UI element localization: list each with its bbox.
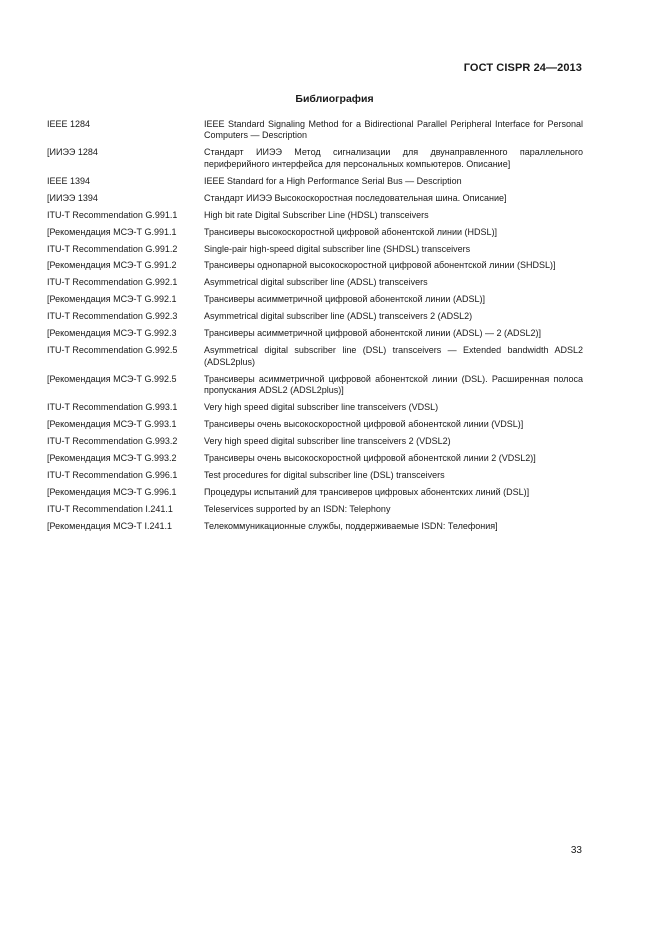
bibliography-entry <box>47 119 583 142</box>
entry-description: Трансиверы асимметричной цифровой абонентской линии (ADSL)] <box>204 294 485 305</box>
entry-reference: ITU-T Recommendation I.241.1 <box>47 503 173 514</box>
bibliography-entry <box>47 487 583 498</box>
bibliography-list <box>47 119 583 538</box>
entry-reference: ITU-T Recommendation G.992.5 <box>47 345 178 356</box>
bibliography-entry <box>47 277 583 288</box>
entry-reference: [Рекомендация МСЭ-Т G.991.2 <box>47 260 177 271</box>
entry-description: Teleservices supported by an ISDN: Telephony <box>204 503 391 514</box>
entry-description: Трансиверы асимметричной цифровой абонентской линии (DSL). Расширенная полоса пропускания ADSL2 (ADSL2plus)] <box>204 373 583 396</box>
bibliography-entry <box>47 294 583 305</box>
entry-description: Asymmetrical digital subscriber line (ADSL) transceivers 2 (ADSL2) <box>204 311 473 322</box>
entry-reference: ITU-T Recommendation G.991.2 <box>47 243 178 254</box>
entry-description: Very high speed digital subscriber line transceivers 2 (VDSL2) <box>204 435 451 446</box>
bibliography-entry <box>47 311 583 322</box>
entry-description: Трансиверы асимметричной цифровой абонентской линии (ADSL) — 2 (ADSL2)] <box>204 328 541 339</box>
bibliography-entry <box>47 328 583 339</box>
entry-description: Asymmetrical digital subscriber line (DSL) transceivers — Extended bandwidth ADSL2 (ADSL2plus) <box>204 345 583 367</box>
entry-description: Трансиверы очень высокоскоростной цифровой абонентской линии (VDSL)] <box>204 418 524 429</box>
entry-reference: ITU-T Recommendation G.996.1 <box>47 469 178 480</box>
entry-description: Стандарт ИИЭЭ Высокоскоростная последовательная шина. Описание] <box>204 192 507 203</box>
page-number: 33 <box>570 845 582 856</box>
entry-description: Стандарт ИИЭЭ Метод сигнализации для двунаправленного параллельного периферийного интерфейса для персональных компьютеров. Описание] <box>204 147 583 169</box>
entry-reference: [ИИЭЭ 1284 <box>47 147 98 158</box>
bibliography-entry <box>47 210 583 221</box>
entry-description: Test procedures for digital subscriber line (DSL) transceivers <box>204 469 445 480</box>
bibliography-entry <box>47 521 583 532</box>
entry-description: Трансиверы однопарной высокоскоростной цифровой абонентской линии (SHDSL)] <box>204 260 556 271</box>
bibliography-entry <box>47 176 583 187</box>
entry-description: IEEE Standard for a High Performance Serial Bus — Description <box>204 175 462 186</box>
entry-reference: [Рекомендация МСЭ-Т G.992.5 <box>47 373 177 384</box>
entry-reference: IEEE 1284 <box>47 119 91 129</box>
bibliography-entry <box>47 453 583 464</box>
entry-description: Телекоммуникационные службы, поддерживаемые ISDN: Телефония] <box>204 520 498 531</box>
entry-reference: ITU-T Recommendation G.991.1 <box>47 209 178 220</box>
page-title: Библиография <box>295 93 374 105</box>
bibliography-entry <box>47 260 583 271</box>
entry-reference: [Рекомендация МСЭ-Т I.241.1 <box>47 520 173 531</box>
entry-description: Трансиверы высокоскоростной цифровой абонентской линии (HDSL)] <box>204 226 498 237</box>
entry-reference: [Рекомендация МСЭ-Т G.993.2 <box>47 452 177 463</box>
entry-reference: [Рекомендация МСЭ-Т G.993.1 <box>47 418 177 429</box>
entry-reference: [Рекомендация МСЭ-Т G.996.1 <box>47 486 177 497</box>
bibliography-entry <box>47 436 583 447</box>
bibliography-entry <box>47 504 583 515</box>
bibliography-entry <box>47 345 583 368</box>
entry-description: Трансиверы очень высокоскоростной цифровой абонентской линии 2 (VDSL2)] <box>204 452 536 463</box>
entry-description: Asymmetrical digital subscriber line (ADSL) transceivers <box>204 277 428 288</box>
entry-reference: ITU-T Recommendation G.993.1 <box>47 401 178 412</box>
bibliography-entry <box>47 419 583 430</box>
entry-description: Very high speed digital subscriber line transceivers (VDSL) <box>204 401 439 412</box>
entry-reference: [Рекомендация МСЭ-Т G.992.3 <box>47 328 177 339</box>
bibliography-entry <box>47 470 583 481</box>
bibliography-entry <box>47 402 583 413</box>
entry-reference: IEEE 1394 <box>47 175 91 186</box>
entry-reference: ITU-T Recommendation G.992.1 <box>47 277 178 288</box>
entry-reference: ITU-T Recommendation G.993.2 <box>47 435 178 446</box>
bibliography-entry <box>47 193 583 204</box>
entry-description: Процедуры испытаний для трансиверов цифровых абонентских линий (DSL)] <box>204 486 530 497</box>
bibliography-entry <box>47 244 583 255</box>
entry-reference: [Рекомендация МСЭ-Т G.991.1 <box>47 226 177 237</box>
entry-reference: ITU-T Recommendation G.992.3 <box>47 311 178 322</box>
entry-description: Single-pair high-speed digital subscriber line (SHDSL) transceivers <box>204 243 471 254</box>
entry-description: IEEE Standard Signaling Method for a Bidirectional Parallel Peripheral Interface for Personal Computers — Description <box>204 119 583 141</box>
document-header-standard: ГОСТ CISPR 24—2013 <box>463 62 582 74</box>
entry-reference: [Рекомендация МСЭ-Т G.992.1 <box>47 294 177 305</box>
entry-reference: [ИИЭЭ 1394 <box>47 192 98 203</box>
entry-description: High bit rate Digital Subscriber Line (HDSL) transceivers <box>204 209 429 220</box>
bibliography-entry <box>47 227 583 238</box>
bibliography-entry <box>47 374 583 397</box>
bibliography-entry <box>47 147 583 170</box>
